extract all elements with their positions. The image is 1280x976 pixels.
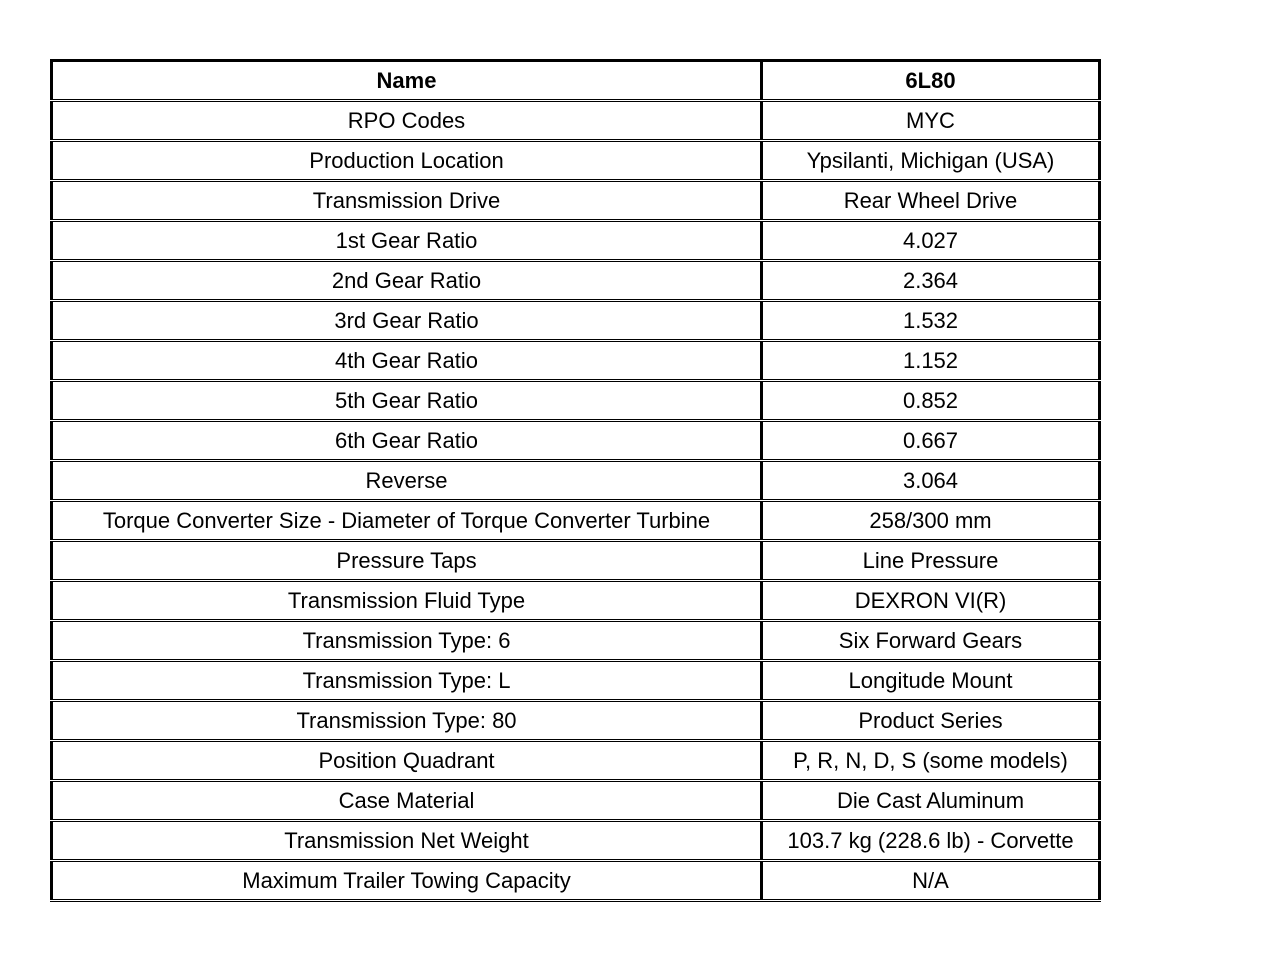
table-row xyxy=(52,221,1100,261)
row-value: 0.852 xyxy=(762,381,1100,421)
row-value: P, R, N, D, S (some models) xyxy=(762,741,1100,781)
table-row xyxy=(52,541,1100,581)
row-label: Case Material xyxy=(52,781,762,821)
row-value: Six Forward Gears xyxy=(762,621,1100,661)
row-value: MYC xyxy=(762,101,1100,141)
table-row xyxy=(52,701,1100,741)
row-value: 4.027 xyxy=(762,221,1100,261)
table-row xyxy=(52,741,1100,781)
row-label: 2nd Gear Ratio xyxy=(52,261,762,301)
row-value: Ypsilanti, Michigan (USA) xyxy=(762,141,1100,181)
row-value: 3.064 xyxy=(762,461,1100,501)
table-row xyxy=(52,781,1100,821)
row-label: Position Quadrant xyxy=(52,741,762,781)
row-label: RPO Codes xyxy=(52,101,762,141)
row-value: 2.364 xyxy=(762,261,1100,301)
table-row xyxy=(52,861,1100,901)
header-value-cell: 6L80 xyxy=(762,61,1100,101)
table-row xyxy=(52,821,1100,861)
row-label: Maximum Trailer Towing Capacity xyxy=(52,861,762,901)
table-row xyxy=(52,661,1100,701)
row-value: 103.7 kg (228.6 lb) - Corvette xyxy=(762,821,1100,861)
row-label: Transmission Net Weight xyxy=(52,821,762,861)
row-label: Reverse xyxy=(52,461,762,501)
row-label: 3rd Gear Ratio xyxy=(52,301,762,341)
row-value: Rear Wheel Drive xyxy=(762,181,1100,221)
table-row xyxy=(52,621,1100,661)
row-label: Transmission Type: 6 xyxy=(52,621,762,661)
row-value: N/A xyxy=(762,861,1100,901)
row-value: 258/300 mm xyxy=(762,501,1100,541)
row-label: Torque Converter Size - Diameter of Torque Converter Turbine xyxy=(52,501,762,541)
table-row xyxy=(52,581,1100,621)
table-row xyxy=(52,101,1100,141)
row-label: Transmission Fluid Type xyxy=(52,581,762,621)
header-row xyxy=(52,61,1100,101)
table-row xyxy=(52,141,1100,181)
row-label: Pressure Taps xyxy=(52,541,762,581)
row-value: Line Pressure xyxy=(762,541,1100,581)
table-row xyxy=(52,461,1100,501)
table-row xyxy=(52,301,1100,341)
table-row xyxy=(52,261,1100,301)
spec-table xyxy=(50,59,1101,902)
row-label: 4th Gear Ratio xyxy=(52,341,762,381)
row-value: 1.152 xyxy=(762,341,1100,381)
row-value: Longitude Mount xyxy=(762,661,1100,701)
row-value: 0.667 xyxy=(762,421,1100,461)
row-label: 1st Gear Ratio xyxy=(52,221,762,261)
table-row xyxy=(52,341,1100,381)
table-row xyxy=(52,181,1100,221)
row-label: Transmission Type: 80 xyxy=(52,701,762,741)
header-name-cell: Name xyxy=(52,61,762,101)
table-row xyxy=(52,381,1100,421)
row-value: 1.532 xyxy=(762,301,1100,341)
table-row xyxy=(52,501,1100,541)
row-label: Transmission Drive xyxy=(52,181,762,221)
row-label: Production Location xyxy=(52,141,762,181)
row-value: DEXRON VI(R) xyxy=(762,581,1100,621)
row-label: Transmission Type: L xyxy=(52,661,762,701)
row-value: Product Series xyxy=(762,701,1100,741)
table-row xyxy=(52,421,1100,461)
row-label: 5th Gear Ratio xyxy=(52,381,762,421)
row-label: 6th Gear Ratio xyxy=(52,421,762,461)
row-value: Die Cast Aluminum xyxy=(762,781,1100,821)
